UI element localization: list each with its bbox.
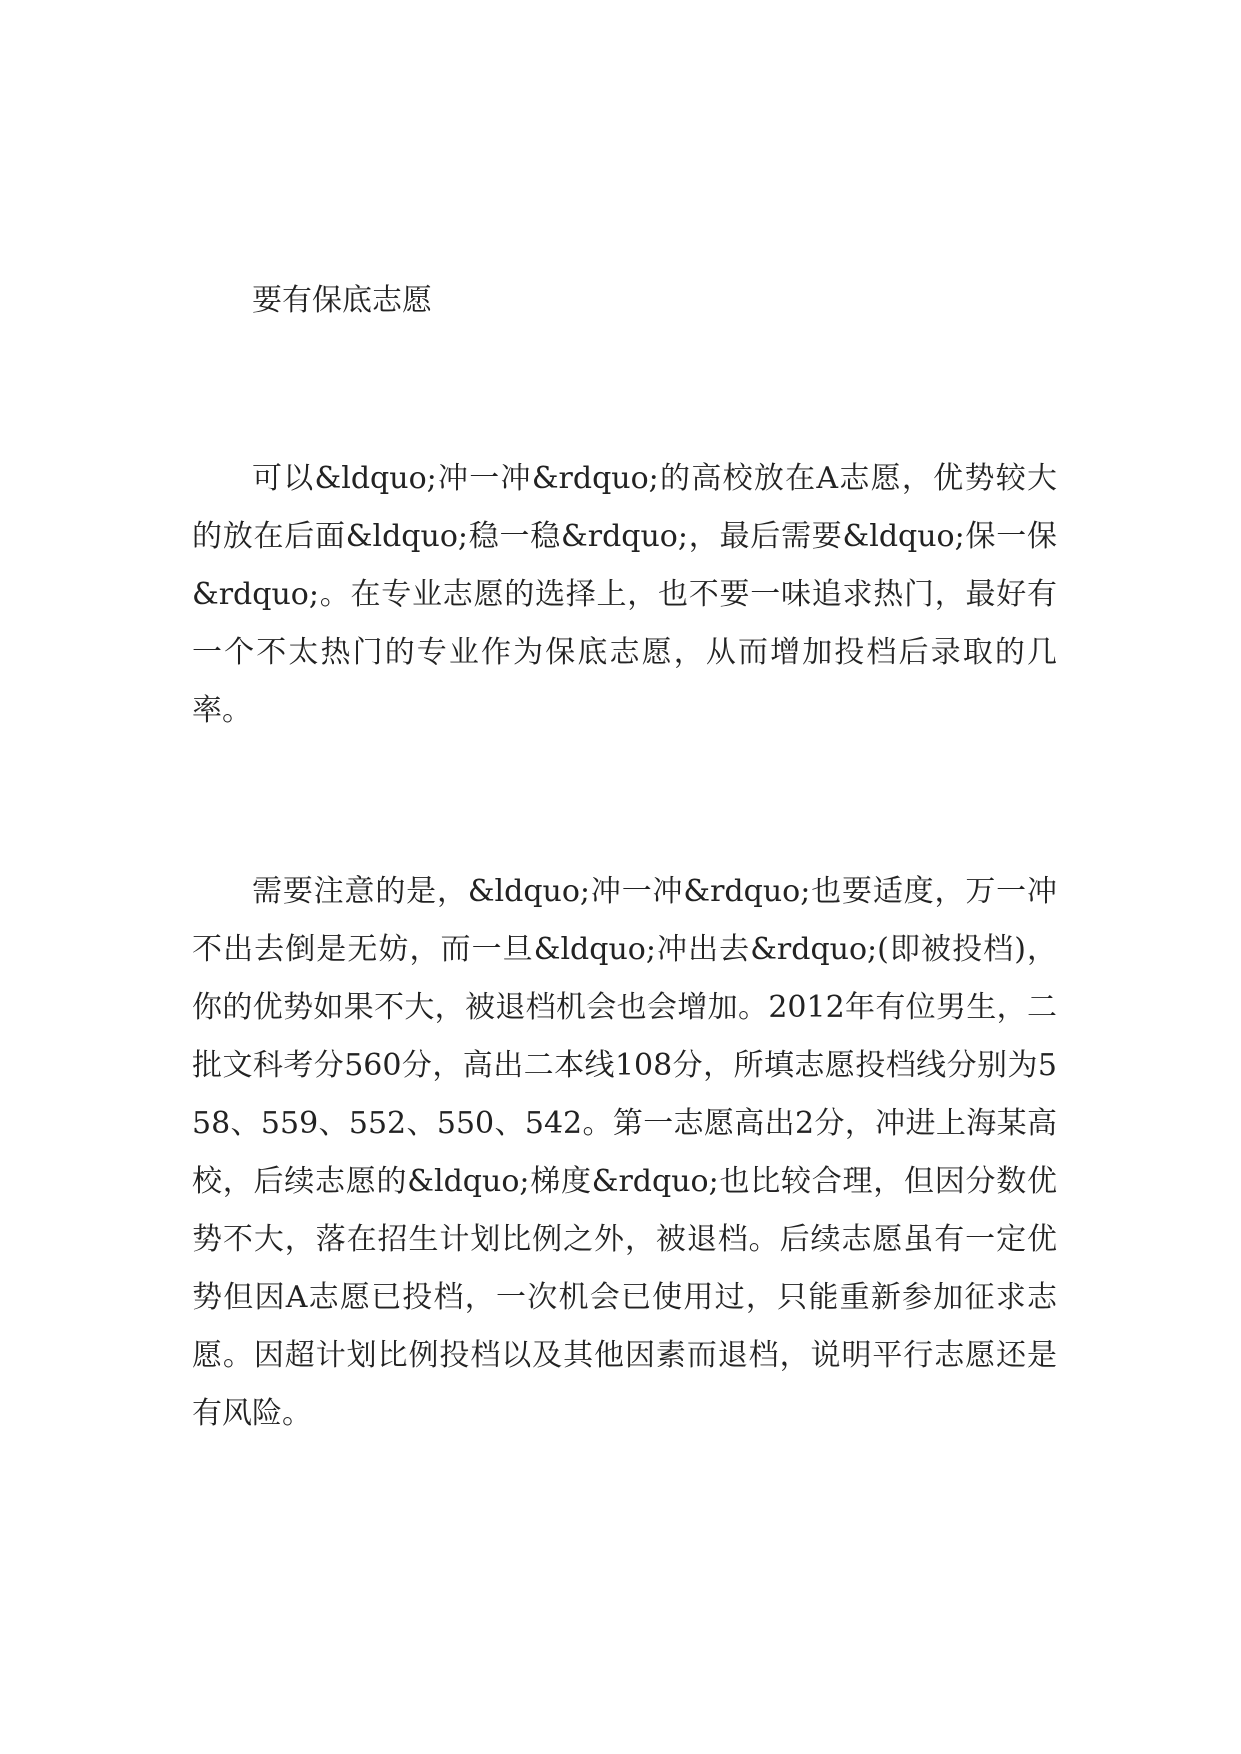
section-heading: 要有保底志愿 [252, 283, 432, 318]
body-paragraph: 可以&ldquo;冲一冲&rdquo;的高校放在A志愿，优势较大的放在后面&ldquo;稳一稳&rdquo;，最后需要&ldquo;保一保&rdquo;。在专业志愿的选择上，也不要一味追求热门，最好有一个不太热门的专业作为保底志愿，从而增加投档后录取的几率。 [192, 461, 1057, 728]
body-paragraph: 需要注意的是，&ldquo;冲一冲&rdquo;也要适度，万一冲不出去倒是无妨，而一旦&ldquo;冲出去&rdquo;(即被投档)，你的优势如果不大，被退档机会也会增加。2012年有位男生，二批文科考分560分，高出二本线108分，所填志愿投档线分别为558、559、552、550、542。第一志愿高出2分，冲进上海某高校，后续志愿的&ldquo;梯度&rdquo;也比较合理，但因分数优势不大，落在招生计划比例之外，被退档。后续志愿虽有一定优势但因A志愿已投档，一次机会已使用过，只能重新参加征求志愿。因超计划比例投档以及其他因素而退档，说明平行志愿还是有风险。 [192, 874, 1057, 1431]
